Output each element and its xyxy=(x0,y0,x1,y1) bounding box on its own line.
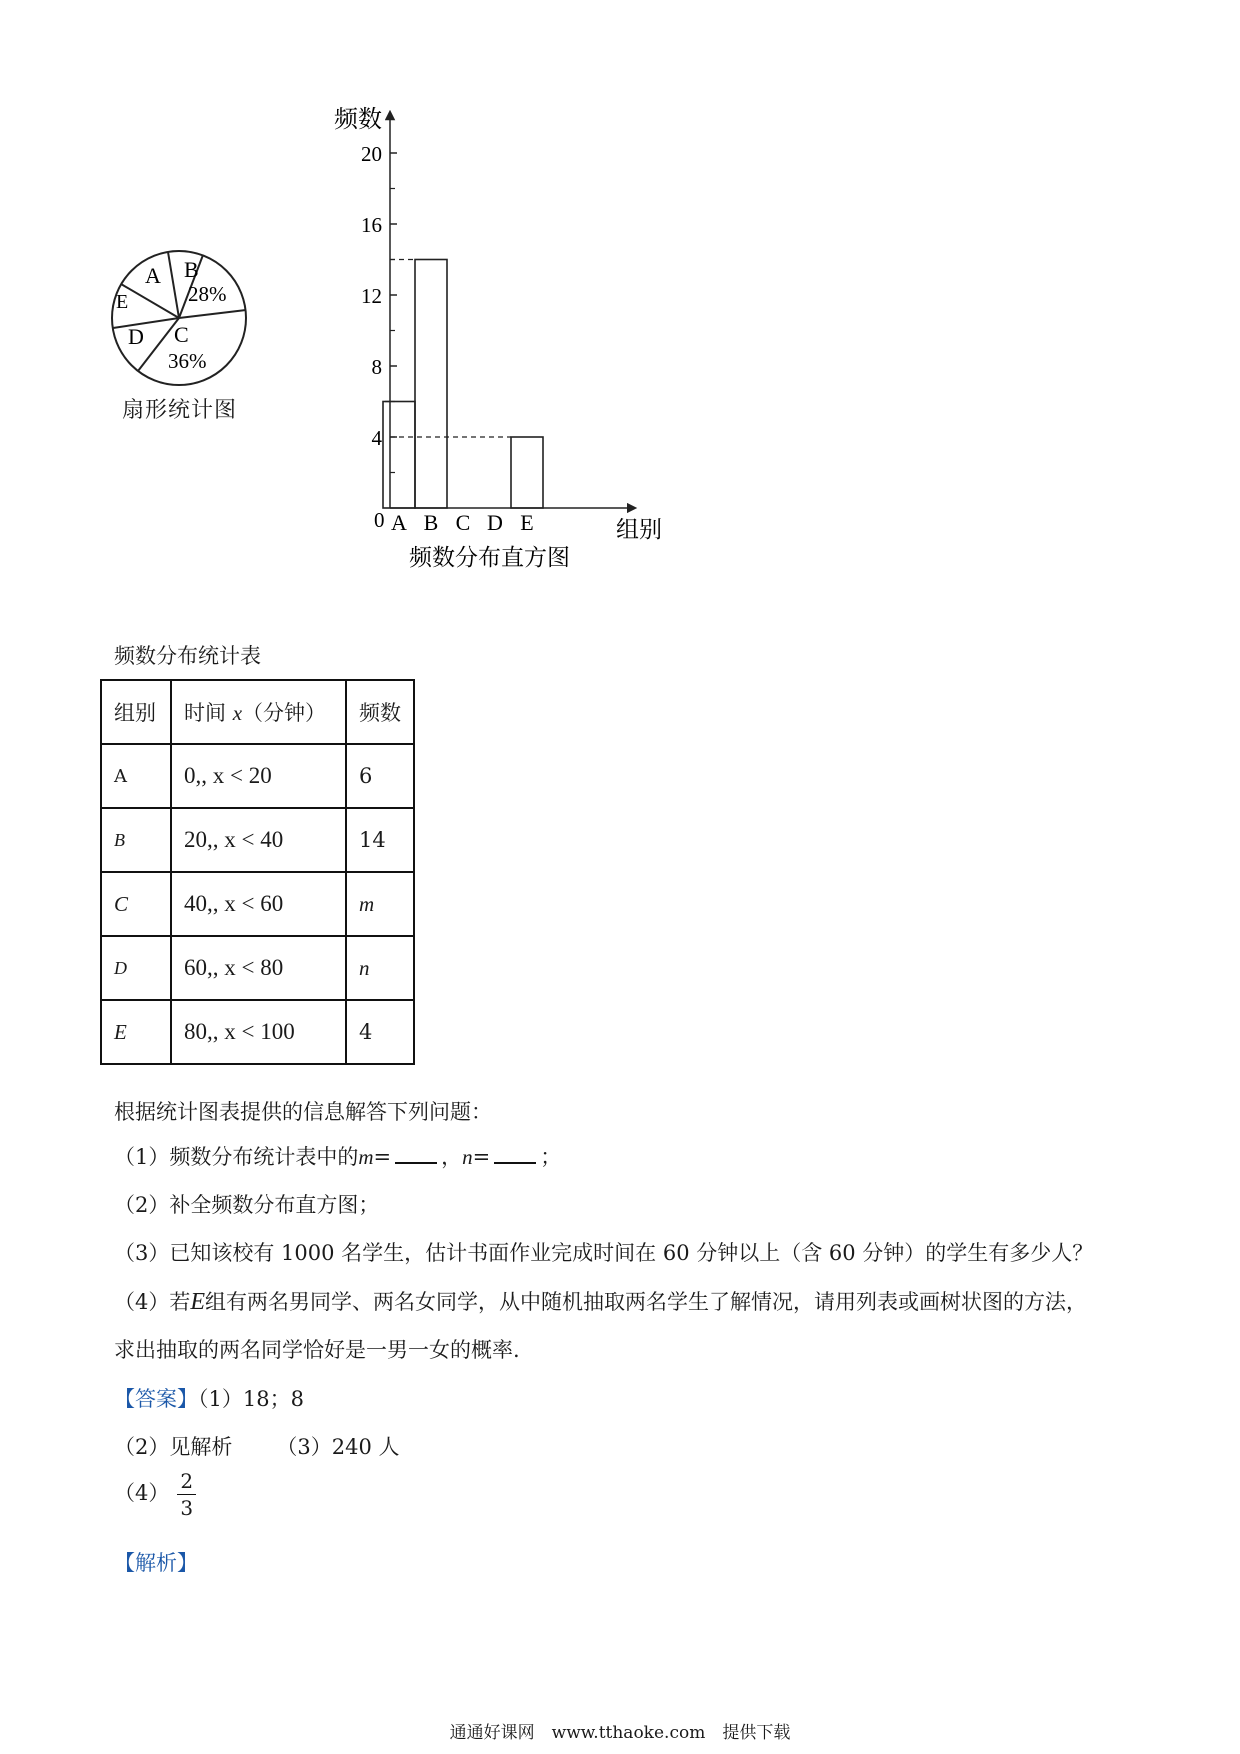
pie-percent-b: 28% xyxy=(188,282,227,306)
origin-label: 0 xyxy=(374,508,385,532)
row-count: 14 xyxy=(346,808,414,872)
pie-divider xyxy=(168,252,179,318)
q4-prefix: （4）若 xyxy=(114,1290,191,1314)
answer-1: （1）18；8 xyxy=(198,1387,304,1411)
table-row xyxy=(101,808,414,872)
row-group: A xyxy=(101,744,171,808)
x-tick-label: C xyxy=(455,510,471,535)
y-tick-label: 16 xyxy=(361,213,382,237)
y-tick-label: 8 xyxy=(371,355,382,379)
q1-prefix: （1）频数分布统计表中的 xyxy=(114,1145,359,1169)
page-footer: 通通好课网 www.tthaoke.com 提供下载 xyxy=(449,1723,791,1743)
answer-2: （2）见解析 xyxy=(114,1435,233,1459)
fraction-numerator: 2 xyxy=(177,1468,196,1495)
y-axis-title: 频数 xyxy=(334,107,382,133)
histogram-bar xyxy=(415,260,447,509)
pie-label-b: B xyxy=(184,257,199,282)
q4-text: 组有两名男同学、两名女同学，从中随机抽取两名学生了解情况，请用列表或画树状图的方法， xyxy=(205,1290,1088,1314)
histogram xyxy=(330,95,690,589)
fraction-denominator: 3 xyxy=(180,1496,194,1520)
x-axis-title: 组别 xyxy=(616,517,662,542)
frequency-table xyxy=(100,679,415,1065)
question-1 xyxy=(114,1141,561,1171)
q1-var-m: m xyxy=(358,1145,374,1169)
histogram-title: 频数分布直方图 xyxy=(409,545,570,570)
row-range: 80,, x < 100 xyxy=(171,1000,346,1064)
y-tick-label: 20 xyxy=(361,142,382,166)
row-count: 4 xyxy=(346,1000,414,1064)
row-group: B xyxy=(101,808,171,872)
table-row xyxy=(101,872,414,936)
table-row xyxy=(101,1000,414,1064)
q1-eq-2: = xyxy=(472,1145,491,1169)
answer-4-fraction xyxy=(177,1468,196,1521)
questions-intro: 根据统计图表提供的信息解答下列问题： xyxy=(114,1100,492,1124)
row-range: 40,, x < 60 xyxy=(171,872,346,936)
analysis-tag: 【解析】 xyxy=(114,1551,198,1575)
question-3: （3）已知该校有 1000 名学生，估计书面作业完成时间在 60 分钟以上（含 60 分钟）的学生有多少人？ xyxy=(114,1241,1094,1265)
row-count: 6 xyxy=(346,744,414,808)
table-title: 频数分布统计表 xyxy=(114,644,261,668)
header-time-label: 时间 xyxy=(184,701,226,725)
header-time xyxy=(171,680,346,744)
pie-svg xyxy=(108,250,258,400)
pie-label-c: C xyxy=(174,322,189,347)
pie-divider xyxy=(113,318,179,328)
question-4-line-2: 求出抽取的两名同学恰好是一男一女的概率. xyxy=(114,1338,520,1362)
table-row xyxy=(101,936,414,1000)
q1-eq-1: = xyxy=(373,1145,392,1169)
row-group: C xyxy=(101,872,171,936)
x-tick-label: E xyxy=(520,510,534,535)
histogram-bar xyxy=(383,402,415,509)
histogram-bar xyxy=(511,437,543,508)
q4-var-e: E xyxy=(190,1289,206,1315)
question-4 xyxy=(114,1286,1087,1316)
pie-divider xyxy=(121,284,179,318)
row-group: D xyxy=(101,936,171,1000)
pie-divider xyxy=(179,310,246,318)
row-count: m xyxy=(346,872,414,936)
header-group: 组别 xyxy=(101,680,171,744)
q1-end: ； xyxy=(540,1145,562,1169)
x-tick-label: D xyxy=(487,510,503,535)
q1-separator: ， xyxy=(441,1145,463,1169)
q1-var-n: n xyxy=(462,1145,473,1169)
row-range: 0,, x < 20 xyxy=(171,744,346,808)
x-tick-label: B xyxy=(423,510,439,535)
header-time-unit: （分钟） xyxy=(242,701,327,725)
question-2: （2）补全频数分布直方图； xyxy=(114,1193,380,1217)
answer-3: （3）240 人 xyxy=(276,1435,400,1459)
row-range: 20,, x < 40 xyxy=(171,808,346,872)
pie-label-a: A xyxy=(145,263,161,288)
pie-caption: 扇形统计图 xyxy=(122,398,238,423)
q1-blank-m xyxy=(395,1144,437,1164)
header-time-var: x xyxy=(232,701,243,725)
x-tick-label: A xyxy=(391,510,407,535)
answer-line-1 xyxy=(114,1383,304,1413)
histogram-svg xyxy=(330,95,690,585)
header-count: 频数 xyxy=(346,680,414,744)
answer-tag: 【答案】 xyxy=(114,1387,198,1411)
answer-line-2 xyxy=(114,1431,400,1461)
q1-blank-n xyxy=(494,1144,536,1164)
pie-percent-c: 36% xyxy=(168,349,207,373)
answer-line-4 xyxy=(114,1468,196,1521)
table-row xyxy=(101,744,414,808)
row-range: 60,, x < 80 xyxy=(171,936,346,1000)
y-tick-label: 4 xyxy=(371,426,382,450)
table-header-row xyxy=(101,680,414,744)
pie-label-e: E xyxy=(116,291,129,313)
pie-label-d: D xyxy=(128,324,144,349)
row-count: n xyxy=(346,936,414,1000)
y-tick-label: 12 xyxy=(361,284,382,308)
answer-4-prefix: （4） xyxy=(114,1481,170,1505)
row-group: E xyxy=(101,1000,171,1064)
